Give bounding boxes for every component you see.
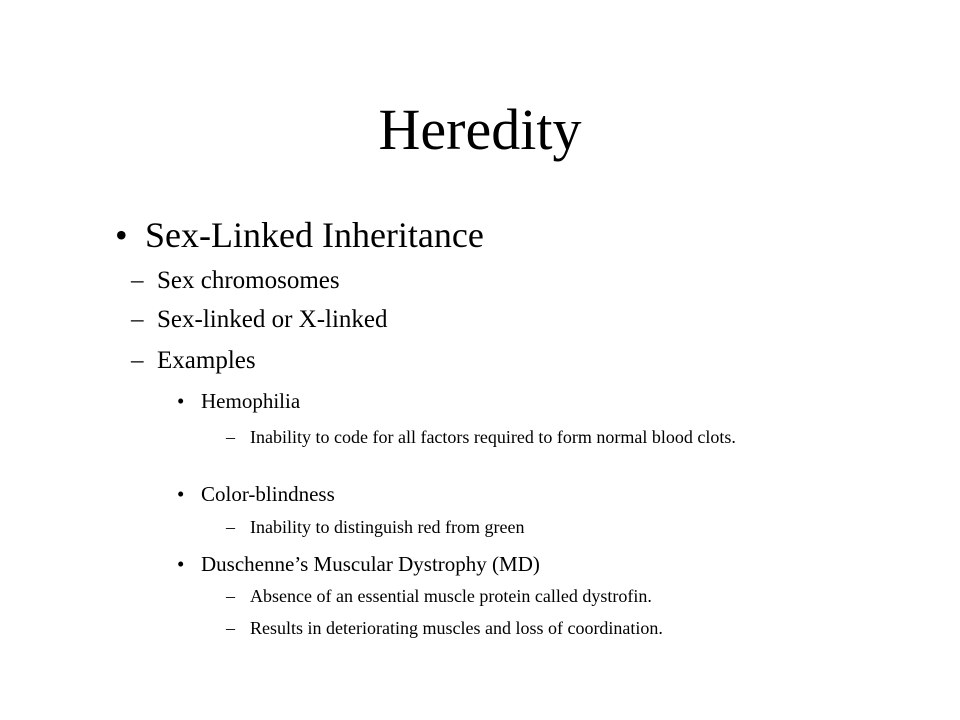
bullet-text: Examples	[157, 347, 256, 374]
bullet-text: Results in deteriorating muscles and loss of coordination.	[250, 618, 663, 638]
bullet-text: Duschenne’s Muscular Dystrophy (MD)	[201, 552, 540, 576]
dash-marker: –	[131, 306, 144, 333]
bullet-text: Absence of an essential muscle protein called dystrofin.	[250, 586, 652, 606]
dash-marker: –	[226, 618, 235, 638]
bullet-text: Inability to distinguish red from green	[250, 517, 525, 537]
bullet-marker: •	[115, 215, 128, 255]
bullet-text: Inability to code for all factors required to form normal blood clots.	[250, 427, 736, 447]
dash-marker: –	[226, 427, 235, 447]
bullet-text: Color-blindness	[201, 482, 335, 506]
bullet-marker: •	[177, 389, 185, 413]
bullet-marker: •	[177, 552, 185, 576]
bullet-text: Sex-Linked Inheritance	[145, 215, 484, 255]
dash-marker: –	[131, 347, 144, 374]
bullet-text: Hemophilia	[201, 389, 301, 413]
dash-marker: –	[131, 267, 144, 294]
dash-marker: –	[226, 517, 235, 537]
slide-title: Heredity	[378, 97, 582, 162]
bullet-text: Sex-linked or X-linked	[157, 306, 388, 333]
dash-marker: –	[226, 586, 235, 606]
bullet-marker: •	[177, 482, 185, 506]
bullet-text: Sex chromosomes	[157, 267, 340, 294]
